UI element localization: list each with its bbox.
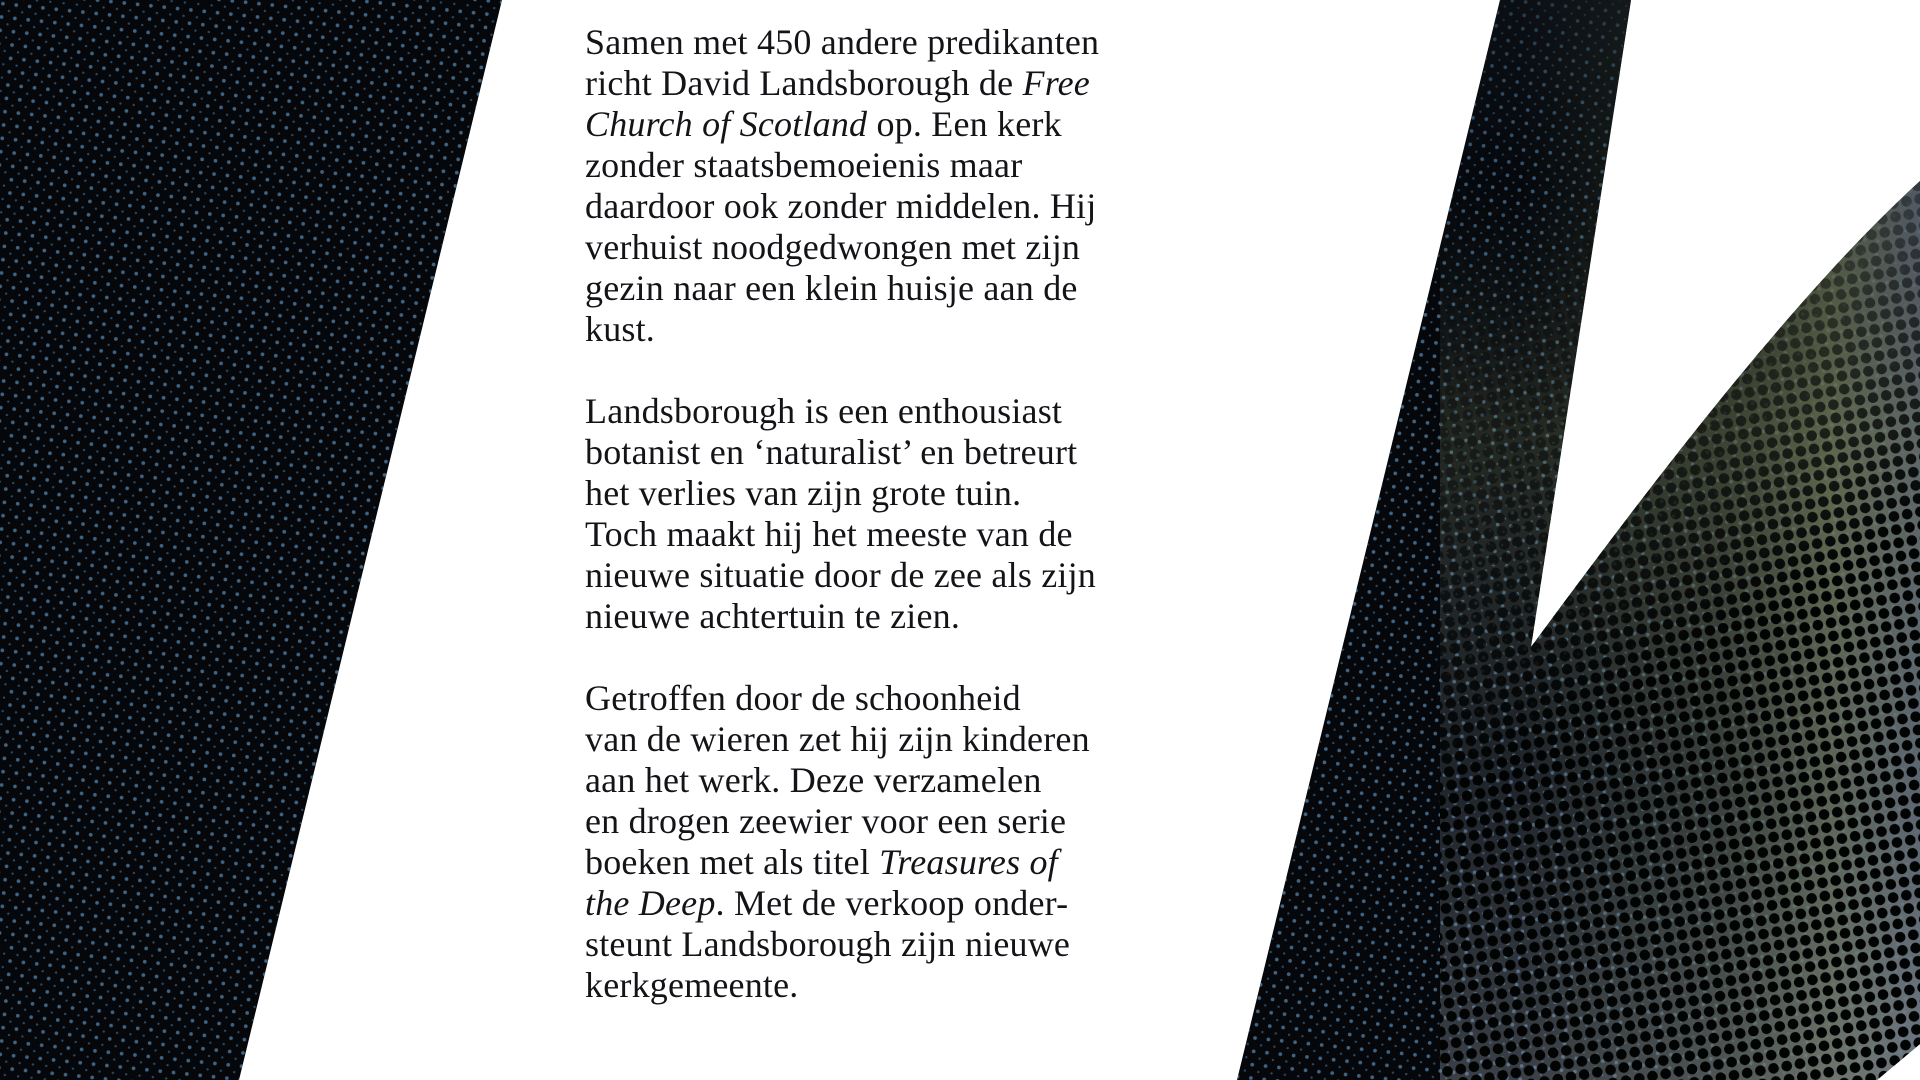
text-line (585, 678, 1099, 719)
text-segment: en drogen zeewier voor een serie (585, 801, 1067, 841)
text-segment: gezin naar een klein huisje aan de (585, 268, 1078, 308)
text-segment: Landsborough is een enthousiast (585, 391, 1063, 431)
text-segment: zonder staatsbemoeienis maar (585, 145, 1023, 185)
italic-text: Free (1022, 63, 1090, 103)
text-line (585, 22, 1099, 63)
text-segment: nieuwe achtertuin te zien. (585, 596, 961, 636)
text-segment: botanist en ‘naturalist’ en betreurt (585, 432, 1078, 472)
text-line (585, 760, 1099, 801)
text-line (585, 145, 1099, 186)
text-segment: kust. (585, 309, 656, 349)
italic-text: the Deep (585, 883, 716, 923)
paragraph (585, 678, 1099, 1006)
text-line (585, 63, 1099, 104)
text-segment: . Met de verkoop onder- (715, 883, 1069, 923)
text-line (585, 842, 1099, 883)
text-line (585, 104, 1099, 145)
giant-letter-shape-left (0, 0, 502, 1080)
text-line (585, 432, 1099, 473)
text-line (585, 391, 1099, 432)
text-segment: aan het werk. Deze verzamelen (585, 760, 1042, 800)
italic-text: Church of Scotland (585, 104, 868, 144)
text-line (585, 514, 1099, 555)
text-segment: Getroffen door de schoonheid (585, 678, 1021, 718)
text-line (585, 883, 1099, 924)
text-segment: Samen met 450 andere predikanten (585, 22, 1100, 62)
text-line (585, 719, 1099, 760)
text-line (585, 924, 1099, 965)
text-segment: nieuwe situatie door de zee als zijn (585, 555, 1097, 595)
italic-text: Treasures of (879, 842, 1058, 882)
text-segment: steunt Landsborough zijn nieuwe (585, 924, 1071, 964)
text-line (585, 801, 1099, 842)
text-line (585, 309, 1099, 350)
text-line (585, 555, 1099, 596)
text-line (585, 268, 1099, 309)
text-segment: daardoor ook zonder middelen. Hij (585, 186, 1097, 226)
text-segment: het verlies van zijn grote tuin. (585, 473, 1022, 513)
paragraph (585, 391, 1099, 637)
text-segment: boeken met als titel (585, 842, 880, 882)
text-segment: verhuist noodgedwongen met zijn (585, 227, 1081, 267)
text-line (585, 473, 1099, 514)
text-line (585, 186, 1099, 227)
text-segment: Toch maakt hij het meeste van de (585, 514, 1073, 554)
text-segment: van de wieren zet hij zijn kinderen (585, 719, 1090, 759)
giant-letter-shape-right (1237, 0, 1920, 1080)
text-segment: op. Een kerk (867, 104, 1062, 144)
text-segment: kerkgemeente. (585, 965, 799, 1005)
text-line (585, 965, 1099, 1006)
text-line (585, 227, 1099, 268)
text-segment: richt David Landsborough de (585, 63, 1023, 103)
paragraph (585, 22, 1099, 350)
body-text (585, 22, 1099, 1006)
text-line (585, 596, 1099, 637)
